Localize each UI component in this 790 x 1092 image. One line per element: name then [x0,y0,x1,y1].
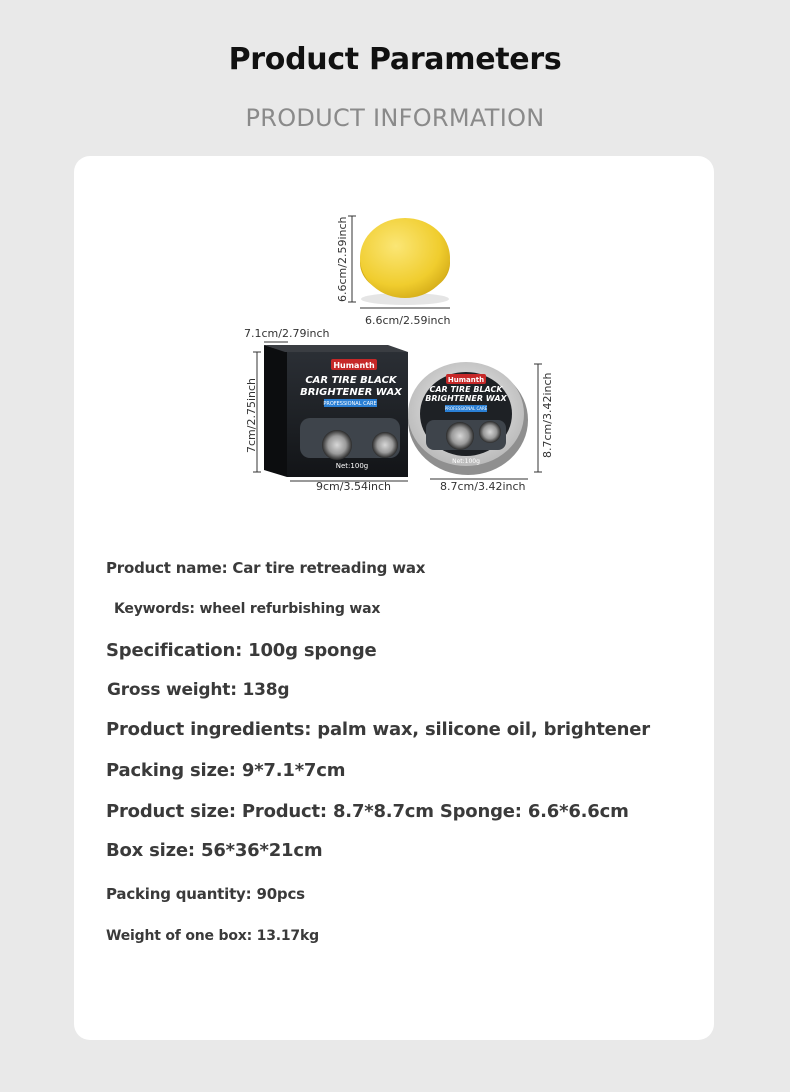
box-height-label: 7cm/2.75inch [245,377,258,453]
tin-title-line1: CAR TIRE BLACK [429,385,503,394]
tin-brand: Humanth [447,376,485,384]
wax-tin-image [408,362,528,475]
page-subtitle: PRODUCT INFORMATION [245,104,545,132]
box-brand: Humanth [333,361,375,370]
box-title-line2: BRIGHTENER WAX [300,387,402,398]
box-title-line1: CAR TIRE BLACK [305,375,397,386]
param-box-weight: Weight of one box: 13.17kg [106,928,319,944]
product-box-image [264,345,408,477]
param-gross-weight: Gross weight: 138g [107,680,290,700]
tin-width-label: 8.7cm/3.42inch [440,480,526,493]
box-net-weight: Net:100g [335,462,369,470]
tin-badge: PROFESSIONAL CARE [444,406,488,411]
product-figure [0,0,790,540]
param-box-size: Box size: 56*36*21cm [106,840,323,861]
sponge-height-label: 6.6cm/2.59inch [336,216,349,302]
param-specification: Specification: 100g sponge [106,640,377,661]
param-packing-size: Packing size: 9*7.1*7cm [106,760,346,781]
box-depth-label: 7.1cm/2.79inch [244,327,330,340]
sponge-image [360,218,450,305]
param-keywords: Keywords: wheel refurbishing wax [114,601,381,617]
param-packing-quantity: Packing quantity: 90pcs [106,885,305,903]
param-product-name: Product name: Car tire retreading wax [106,559,426,577]
param-ingredients: Product ingredients: palm wax, silicone oil, brightener [106,719,650,740]
sponge-width-label: 6.6cm/2.59inch [365,314,451,327]
page-title: Product Parameters [228,42,562,77]
box-badge: PROFESSIONAL CARE [323,401,377,407]
tin-net-weight: Net:100g [452,458,480,465]
param-product-size: Product size: Product: 8.7*8.7cm Sponge: 6.6*6.6cm [106,801,629,822]
box-width-label: 9cm/3.54inch [316,480,392,493]
tin-height-label: 8.7cm/3.42inch [541,372,554,458]
tin-title-line2: BRIGHTENER WAX [425,394,507,403]
